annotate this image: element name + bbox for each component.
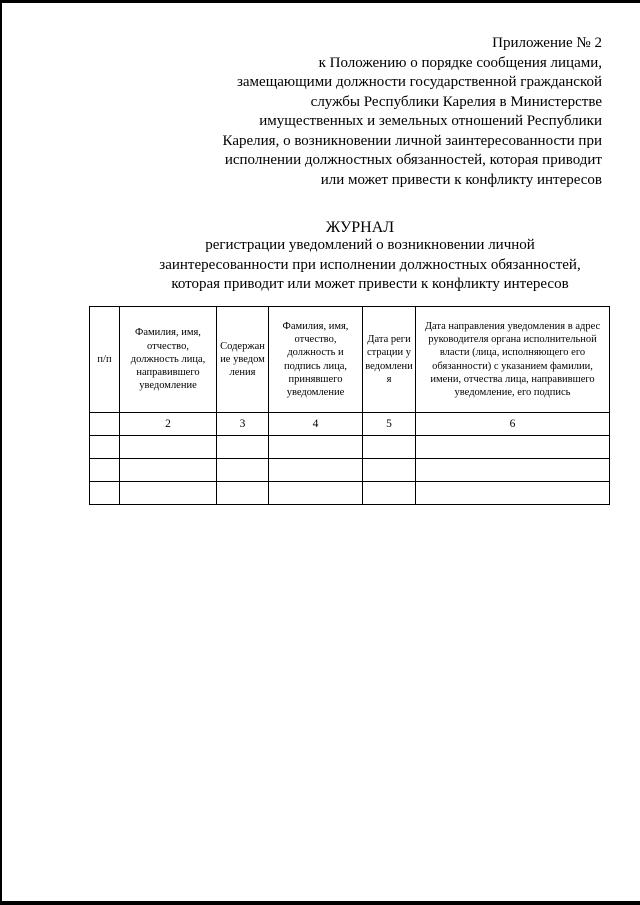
table-cell [120, 482, 217, 505]
appendix-header [182, 34, 602, 190]
header-receiver-name: Фамилия, имя, отчество, должность и подпись лица, принявшего уведомление [269, 307, 363, 413]
appendix-text-line: имущественных и земельных отношений Республики [259, 113, 602, 129]
column-number: 4 [269, 413, 363, 436]
header-sender-name: Фамилия, имя, отчество, должность лица, направившего уведомление [120, 307, 217, 413]
table-cell [120, 459, 217, 482]
appendix-text-line: к Положению о порядке сообщения лицами, [318, 54, 602, 71]
journal-subtitle [90, 236, 640, 295]
scan-edge-left [0, 0, 2, 905]
table-cell [217, 436, 269, 459]
table-cell [217, 459, 269, 482]
table-cell [269, 482, 363, 505]
column-number [90, 413, 120, 436]
table-cell [90, 459, 120, 482]
column-number: 2 [120, 413, 217, 436]
journal-title: ЖУРНАЛ [325, 219, 395, 236]
column-number: 5 [363, 413, 416, 436]
table-cell [416, 482, 610, 505]
table-row [90, 482, 610, 505]
table-header-row [90, 307, 610, 413]
column-number: 3 [217, 413, 269, 436]
table-row [90, 436, 610, 459]
appendix-text-line: замещающими должности государственной гражданской [236, 74, 602, 90]
scan-edge-top [0, 0, 640, 3]
table-cell [269, 459, 363, 482]
header-content: Содержание уведомления [217, 307, 269, 413]
journal-subtitle-line: которая приводит или может привести к конфликту интересов [171, 276, 569, 292]
table-cell [363, 459, 416, 482]
table-cell [217, 482, 269, 505]
appendix-text-line: Карелия, о возникновении личной заинтересованности при [222, 132, 602, 149]
table-number-row [90, 413, 610, 436]
header-row-number: п/п [90, 307, 120, 413]
table-cell [269, 436, 363, 459]
table-cell [416, 436, 610, 459]
column-number: 6 [416, 413, 610, 436]
table-cell [416, 459, 610, 482]
table-cell [90, 482, 120, 505]
table-cell [363, 482, 416, 505]
header-registration-date: Дата регистрации уведомления [363, 307, 416, 413]
header-sending-date: Дата направления уведомления в адрес руководителя органа исполнительной власти (лица, исполняющего его обязанности) с указанием фамилии, имени, отчества лица, направившего уведомление, его подпись [416, 307, 610, 413]
appendix-text-line: или может привести к конфликту интересов [320, 171, 602, 188]
table-cell [120, 436, 217, 459]
table-row [90, 459, 610, 482]
journal-subtitle-line: регистрации уведомлений о возникновении личной [205, 237, 535, 253]
appendix-text-line: службы Республики Карелия в Министерстве [310, 93, 602, 110]
table-cell [363, 436, 416, 459]
appendix-text-line: исполнении должностных обязанностей, которая приводит [224, 152, 602, 168]
scan-edge-bottom [0, 901, 640, 905]
appendix-number: Приложение № 2 [492, 35, 602, 51]
table-cell [90, 436, 120, 459]
journal-subtitle-line: заинтересованности при исполнении должностных обязанностей, [159, 256, 581, 273]
notification-log-table [89, 306, 610, 505]
